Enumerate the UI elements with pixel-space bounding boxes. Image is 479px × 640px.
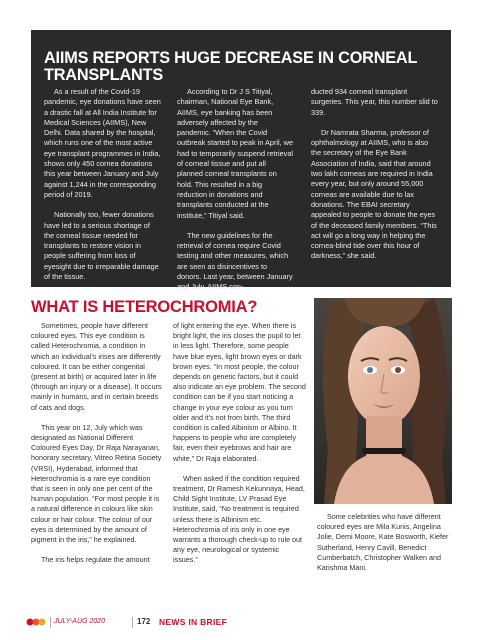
box-paragraph: Nationally too, fewer donations have led to a serious shortage of the corneal tissue needed for transplants to restore vision in people suffering from loss of eyesight due to irreparable damage of the tissue.: [44, 210, 159, 282]
photo-caption: [317, 512, 457, 573]
box-paragraph: ducted 934 corneal transplant surgeries. This year, this number slid to 339.: [311, 87, 438, 117]
box-paragraph: As a result of the Covid-19 pandemic, eye donations have seen a drastic fall at All India Institute for Medical Sciences (AIIMS), New Delhi. Data shared by the hospital, which runs one of the most active eye transplant programmes in India, shows only 450 cornea donations this year between January and July against 1,244 in the corresponding period of 2019.: [44, 87, 161, 199]
caption-text: Some celebrities who have different coloured eyes are Mila Kunis, Angelina Jolie, Demi Moore, Kate Bosworth, Kiefer Sutherland, Henry Cavill, Benedict Cumberbatch, Christopher Walken and Karishma Mani.: [317, 512, 449, 573]
issue-date: JULY-AUG 2020: [54, 618, 105, 625]
article-paragraph: When asked if the condition required treatment, Dr Ramesh Kekunnaya, Head, Child Sight Institute, LV Prasad Eye Institute, said, “No treatment is required unless there is Albinism etc. Heterochromia of iris only in one eye warrants a thorough check-up to rule out any eye, neurological or systemic issues.”: [173, 473, 305, 565]
box-column-1: [44, 87, 161, 282]
box-paragraph: The new guidelines for the retrieval of cornea require Covid testing and other measures, which are seen as disincentives to donors. Last year, between January and July, AIIMS con-: [177, 230, 293, 292]
box-paragraph: According to Dr J S Titiyal, chairman, National Eye Bank, AIIMS, eye banking has been adversely affected by the pandemic. “When the Covid outbreak started to peak in April, we had to temporarily suspend retrieval of corneal tissue and put all planned corneal transplants on hold. This resulted in a big reduction in donations and transplants conducted at the institute,” Titiyal said.: [177, 87, 294, 220]
box-paragraph: Dr Namrata Sharma, professor of ophthalmology at AIIMS, who is also the secretary of the Eye Bank Association of India, said that around two lakh corneas are required in India every year, but only around 55,000 corneas are available due to lax donations. The EBAI secretary appealed to people to donate the eyes of the deceased family members. “This act will go a long way in helping the cornea-blind tide over this hour of darkness,” she said.: [311, 127, 437, 261]
footer-divider: [132, 617, 133, 628]
page-footer: [26, 616, 466, 630]
article-column-1: [31, 321, 164, 565]
section-name: NEWS IN BRIEF: [159, 617, 228, 627]
article-paragraph: This year on 12, July which was designated as National Different Coloured Eyes Day, Dr Raja Narayanan, honorary secretary, Vitreo Retina Society (VRSI), Hyderabad, informed that Heterochromia is a rare eye condition that is seen in only one per cent of the human population. “For most people it is a natural difference in colours like skin colour or hair colour. The colour of our eyes is determined by the amount of pigment in the iris,” he explained.: [31, 422, 162, 545]
box-column-3: [311, 87, 439, 262]
footer-divider: [50, 617, 51, 628]
article-paragraph: Sometimes, people have different coloured eyes. This eye condition is called Heterochromia, a condition in which an individual’s irises are differently coloured. It can be either congenital (present at birth) or acquired later in life (through an injury or a disease). It occurs mainly in humans, and in certain breeds of cats and dogs.: [31, 321, 162, 412]
celebrity-portrait-photo: [314, 298, 452, 504]
magazine-logo-icon: [26, 616, 46, 628]
article-paragraph: The iris helps regulate the amount: [41, 555, 150, 565]
page-number: 172: [137, 617, 151, 626]
box-headline: AIIMS REPORTS HUGE DECREASE IN CORNEAL TRANSPLANTS: [44, 49, 417, 84]
box-column-2: [177, 87, 293, 293]
article-headline: WHAT IS HETEROCHROMIA?: [31, 298, 258, 316]
article-paragraph: of light entering the eye. When there is bright light, the iris closes the pupil to let in less light. Therefore, some people have blue eyes, light brown eyes or dark brown eyes. “In most people, the colour depends on genetic factors, but it could also indicate an eye problem. The second condition can be if you start noticing a change in your eye colour as you turn older and it’s not from birth. The third condition is called Albinism or Albino. It happens to people who are completely fair, even their eyebrows and hair are white,” Dr Raja elaborated.: [173, 321, 306, 463]
article-column-2: [173, 321, 306, 566]
portrait-illustration: [314, 298, 452, 504]
